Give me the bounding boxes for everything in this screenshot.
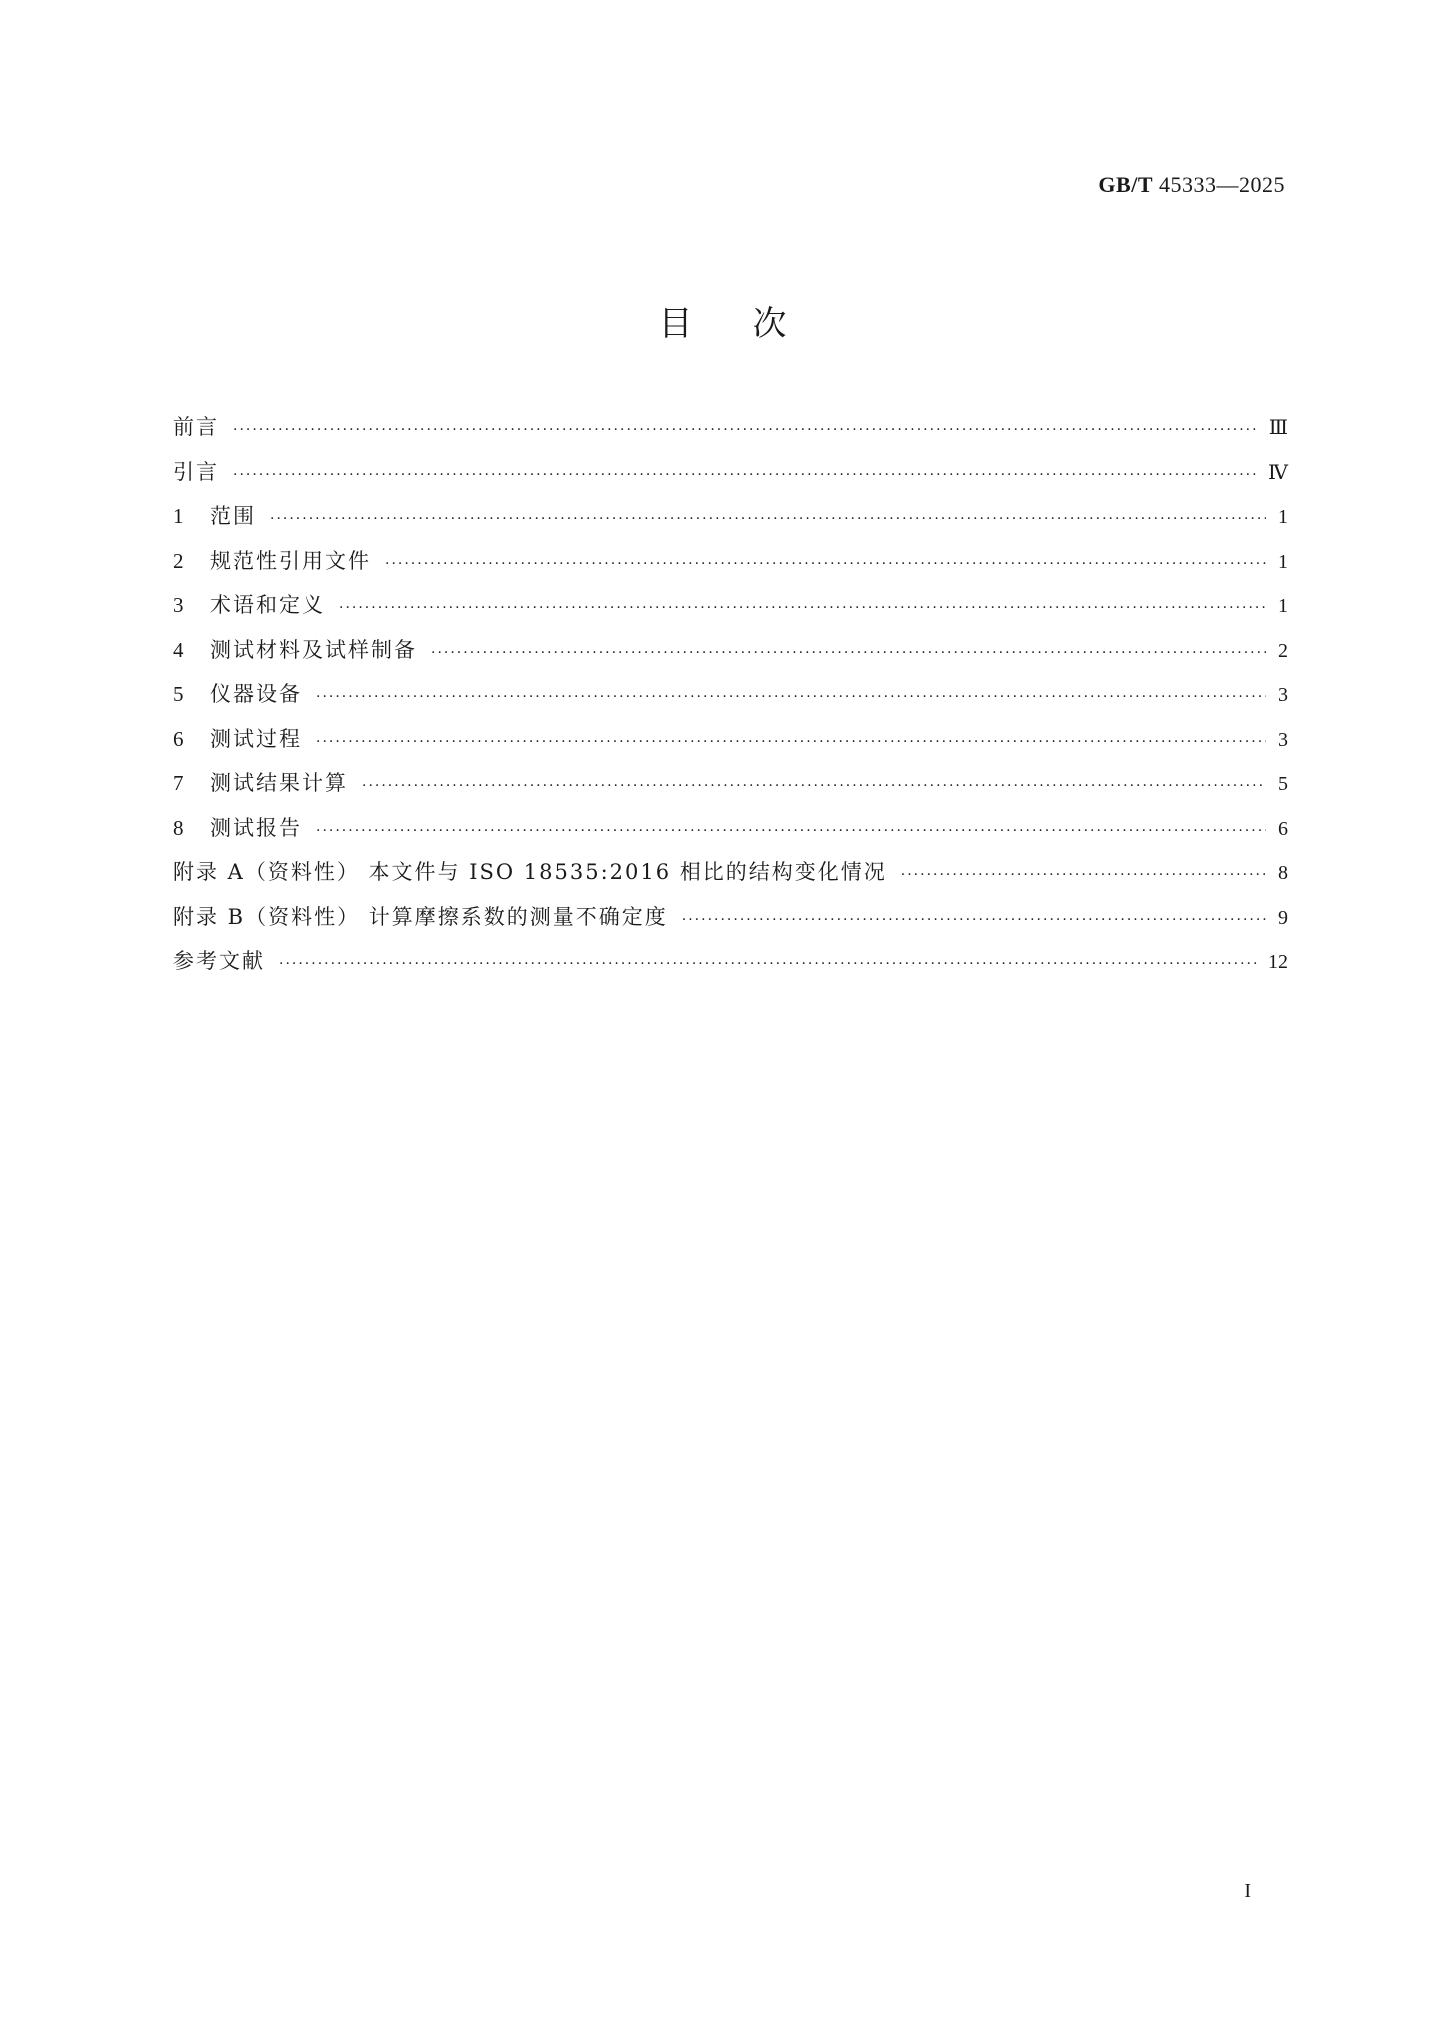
toc-entry-page: 12 [1268, 951, 1288, 973]
toc-entry-page: 6 [1278, 817, 1288, 840]
toc-leader-dots [316, 727, 1266, 757]
toc-entry-number: 7 [173, 771, 184, 795]
toc-entry-page: 3 [1278, 728, 1288, 751]
toc-entry-number: 3 [173, 593, 184, 617]
toc-entry-page: 3 [1278, 684, 1288, 706]
toc-entry-page: 1 [1278, 506, 1288, 528]
toc-leader-dots [233, 415, 1259, 445]
toc-entry-annex-b[interactable] [173, 902, 1288, 947]
toc-entry-page: 8 [1278, 862, 1288, 884]
toc-entry-test-materials[interactable] [173, 635, 1288, 680]
toc-entry-page: Ⅲ [1268, 417, 1288, 439]
toc-entry-label: 附录 A（资料性） 本文件与 ISO 18535:2016 相比的结构变化情况 [173, 860, 887, 884]
toc-entry-number: 4 [173, 637, 184, 662]
toc-leader-dots [316, 682, 1266, 712]
toc-leader-dots [901, 860, 1266, 890]
toc-entry-label: 引言 [173, 459, 219, 484]
toc-entry-page: 1 [1278, 595, 1288, 617]
toc-entry-terms-definitions[interactable] [173, 590, 1288, 635]
standard-number: 45333—2025 [1159, 172, 1285, 197]
toc-leader-dots [362, 771, 1266, 801]
toc-entry-label: 前言 [173, 415, 219, 439]
toc-entry-introduction[interactable] [173, 457, 1288, 502]
toc-leader-dots [682, 905, 1266, 935]
toc-entry-number: 1 [173, 504, 184, 528]
toc-leader-dots [233, 460, 1258, 490]
toc-leader-dots [316, 816, 1266, 846]
standard-code [1098, 172, 1285, 198]
toc-entry-label: 测试报告 [210, 815, 302, 840]
toc-entry-number: 6 [173, 726, 184, 751]
standard-prefix: GB/T [1098, 172, 1153, 197]
toc-entry-page: Ⅳ [1268, 461, 1288, 484]
toc-entry-label: 规范性引用文件 [210, 548, 371, 573]
toc-entry-scope[interactable] [173, 501, 1288, 546]
toc-leader-dots [431, 638, 1266, 668]
toc-list [173, 412, 1288, 991]
toc-entry-number: 8 [173, 815, 184, 840]
toc-entry-label: 术语和定义 [210, 593, 325, 617]
toc-entry-page: 9 [1278, 906, 1288, 929]
toc-entry-bibliography[interactable] [173, 946, 1288, 991]
toc-entry-foreword[interactable] [173, 412, 1288, 457]
toc-entry-label: 测试材料及试样制备 [210, 637, 417, 662]
toc-title: 目次 [658, 304, 847, 344]
toc-entry-number: 2 [173, 548, 184, 573]
toc-leader-dots [270, 504, 1266, 534]
toc-entry-page: 5 [1278, 773, 1288, 795]
toc-entry-label: 仪器设备 [210, 682, 302, 706]
toc-entry-label: 附录 B（资料性） 计算摩擦系数的测量不确定度 [173, 904, 668, 929]
page-number: I [1244, 1880, 1251, 1902]
toc-entry-number: 5 [173, 682, 184, 706]
toc-entry-apparatus[interactable] [173, 679, 1288, 724]
toc-entry-test-procedure[interactable] [173, 724, 1288, 769]
toc-entry-page: 1 [1278, 550, 1288, 573]
toc-entry-label: 范围 [210, 504, 256, 528]
toc-leader-dots [279, 949, 1258, 979]
toc-entry-page: 2 [1278, 639, 1288, 662]
toc-entry-label: 测试过程 [210, 726, 302, 751]
toc-entry-normative-references[interactable] [173, 546, 1288, 591]
toc-entry-test-report[interactable] [173, 813, 1288, 858]
toc-entry-result-calculation[interactable] [173, 768, 1288, 813]
toc-entry-label: 测试结果计算 [210, 771, 348, 795]
toc-leader-dots [339, 593, 1266, 623]
toc-entry-annex-a[interactable] [173, 857, 1288, 902]
toc-leader-dots [385, 549, 1266, 579]
toc-entry-label: 参考文献 [173, 949, 265, 973]
